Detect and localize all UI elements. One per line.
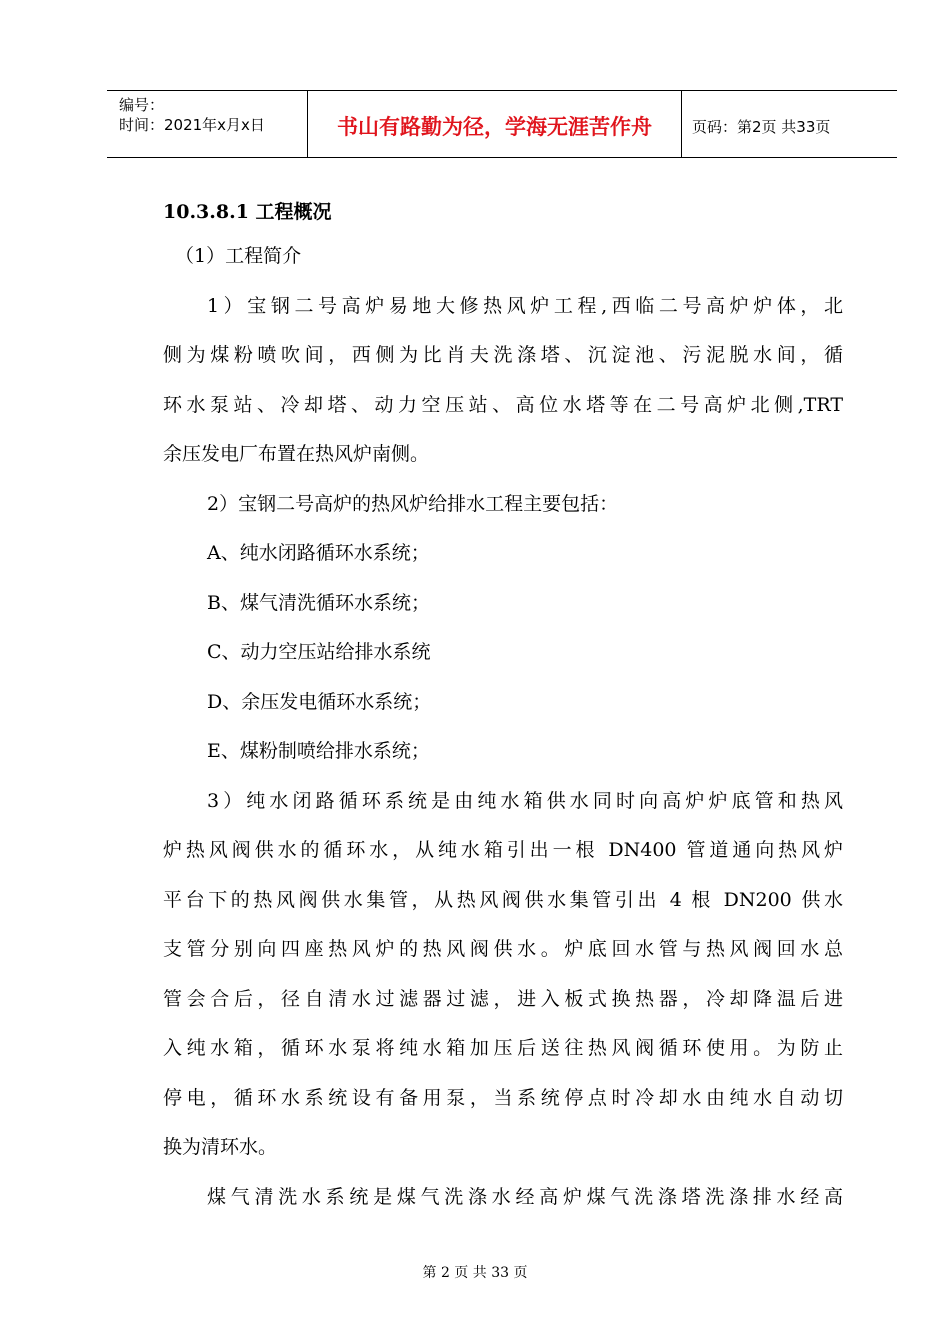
paragraph-line: 环水泵站、冷却塔、动力空压站、高位水塔等在二号高炉北侧,TRT	[163, 393, 843, 416]
paragraph-line: 平台下的热风阀供水集管，从热风阀供水集管引出 4 根 DN200 供水	[163, 888, 843, 911]
document-date: 时间：2021年x月x日	[119, 116, 265, 134]
paragraph-line: 侧为煤粉喷吹间，西侧为比肖夫洗涤塔、沉淀池、污泥脱水间，循	[163, 344, 843, 366]
header-motto: 书山有路勤为径，学海无涯苦作舟	[308, 91, 682, 157]
list-item: E、煤粉制喷给排水系统；	[207, 740, 430, 762]
header-page-info: 页码：第2页 共33页	[692, 117, 831, 136]
paragraph-line: 余压发电厂布置在热风炉南侧。	[163, 443, 430, 465]
paragraph-line: 停电，循环水系统设有备用泵，当系统停点时冷却水由纯水自动切	[163, 1086, 843, 1109]
paragraph-line: 管会合后，径自清水过滤器过滤，进入板式换热器，冷却降温后进	[163, 987, 843, 1010]
paragraph-3	[163, 777, 843, 1173]
list-item: C、动力空压站给排水系统	[207, 641, 431, 663]
page-footer: 第 2 页 共 33 页	[422, 1265, 528, 1281]
paragraph-line: 1）宝钢二号高炉易地大修热风炉工程,西临二号高炉炉体，北	[207, 294, 843, 317]
paragraph-line: 炉热风阀供水的循环水，从纯水箱引出一根 DN400 管道通向热风炉	[163, 839, 843, 861]
paragraph-line: 3）纯水闭路循环系统是由纯水箱供水同时向高炉炉底管和热风	[207, 789, 843, 812]
paragraph-4: 煤气清洗水系统是煤气洗涤水经高炉煤气洗涤塔洗涤排水经高	[207, 1185, 843, 1208]
list-item: B、煤气清洗循环水系统；	[207, 591, 430, 614]
document-number-label: 编号：	[119, 96, 165, 114]
paragraph-line: 支管分别向四座热风炉的热风阀供水。炉底回水管与热风阀回水总	[163, 938, 843, 960]
list-item: A、纯水闭路循环水系统；	[207, 542, 430, 564]
document-body	[163, 192, 843, 1222]
list-item: D、余压发电循环水系统；	[207, 690, 432, 713]
paragraph-line: 入纯水箱，循环水泵将纯水箱加压后送往热风阀循环使用。为防止	[163, 1037, 843, 1059]
section-title: 10.3.8.1 工程概况	[163, 201, 332, 223]
paragraph-line: 换为清环水。	[163, 1136, 278, 1158]
paragraph-1	[163, 282, 843, 480]
section-subtitle: （1）工程简介	[175, 245, 302, 267]
document-header	[107, 90, 897, 158]
header-meta	[107, 91, 308, 157]
system-list	[163, 529, 843, 777]
paragraph-2: 2）宝钢二号高炉的热风炉给排水工程主要包括：	[207, 492, 619, 515]
